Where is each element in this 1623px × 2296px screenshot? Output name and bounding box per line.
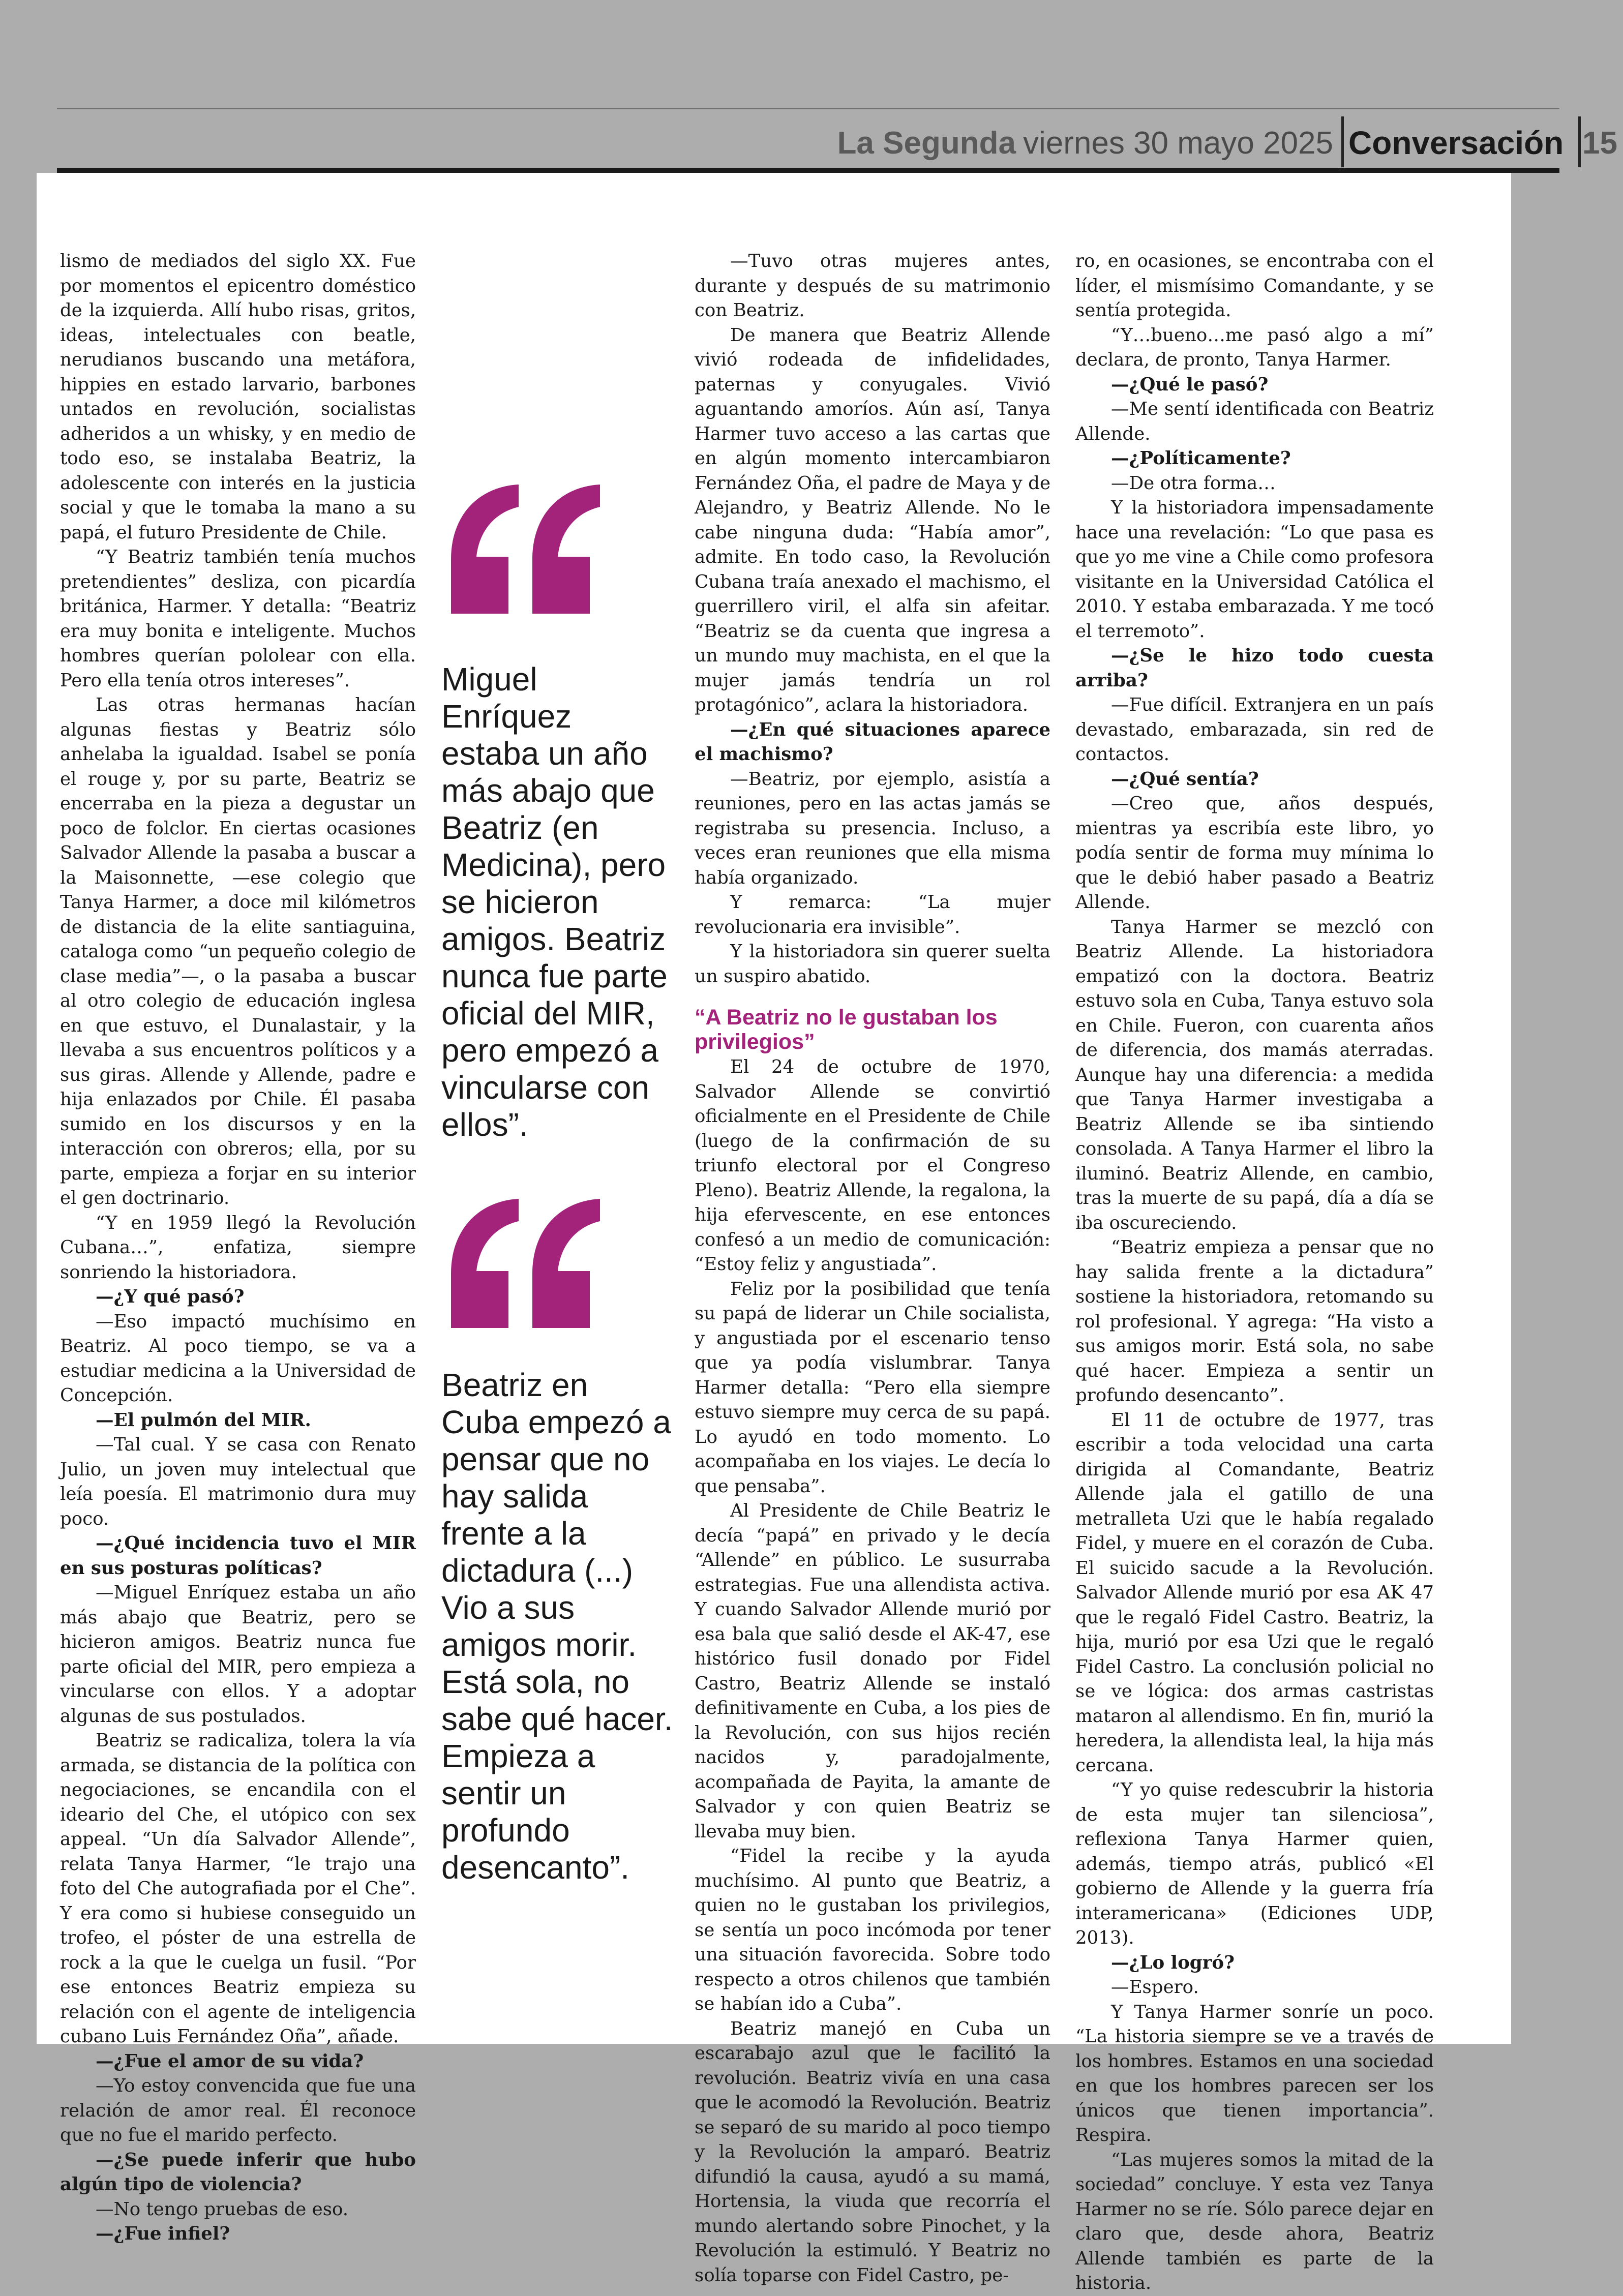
interview-question: —¿Qué le pasó? xyxy=(1111,374,1269,395)
pullquote-line: se hicieron xyxy=(441,884,599,920)
paragraph: —Espero. xyxy=(1111,1977,1199,1998)
interview-question: —¿Y qué pasó? xyxy=(96,1286,245,1307)
header-bottom-rule xyxy=(57,168,1559,173)
pullquote-line: más abajo que xyxy=(441,772,655,809)
pullquote-line: profundo xyxy=(441,1812,570,1849)
paragraph: “Fidel la recibe y la ayuda muchísimo. Al punto que Beatriz, a quien no le gustaban los privilegios, se sentía un poco incómoda por tener una situación favorecida. Sobre todo respecto a otros chilenos que también se habían ido a Cuba”. xyxy=(695,1846,1050,2014)
paragraph: —No tengo pruebas de eso. xyxy=(96,2198,349,2220)
pullquote-2 xyxy=(441,1367,673,1886)
interview-question: —¿Fue infiel? xyxy=(96,2223,230,2244)
publication-date: viernes 30 mayo 2025 xyxy=(1023,125,1333,161)
pullquote-line: Vio a sus xyxy=(441,1589,575,1626)
interview-question: —¿Fue el amor de su vida? xyxy=(96,2050,364,2072)
paragraph: ro, en ocasiones, se encontraba con el líder, el mismísimo Comandante, y se sentía protegida. xyxy=(1075,251,1434,321)
section-name: Conversación xyxy=(1348,125,1564,161)
paragraph: —Eso impactó muchísimo en Beatriz. Al poco tiempo, se va a estudiar medicina a la Universidad de Concepción. xyxy=(60,1311,416,1406)
page-number: 15 xyxy=(1582,125,1617,161)
header-divider xyxy=(1341,116,1344,167)
paragraph: —Yo estoy convencida que fue una relación de amor real. Él reconoce que no fue el marido perfecto. xyxy=(60,2075,416,2146)
paragraph: Feliz por la posibilidad que tenía su papá de liderar un Chile socialista, y angustiada por el escenario tenso que ya podía vislumbrar. Tanya Harmer detalla: “Pero ella siempre estuvo siempre muy cerca de su papá. Lo ayudó en todo momento. Lo acompañaba en los viajes. Le decía lo que pensaba”. xyxy=(695,1278,1050,1497)
paragraph: Y la historiadora sin querer suelta un suspiro abatido. xyxy=(695,941,1050,987)
pullquote-line: pensar que no xyxy=(441,1441,650,1477)
paragraph: —Tal cual. Y se casa con Renato Julio, un joven muy intelectual que leía poesía. El matrimonio dura muy poco. xyxy=(60,1434,416,1529)
pullquote-1 xyxy=(441,661,668,1143)
paragraph: Y la historiadora impensadamente hace una revelación: “Lo que pasa es que yo me vine a Chile como profesora visitante en la Universidad Católica el 2010. Y estaba embarazada. Y me tocó el terremoto”. xyxy=(1075,497,1434,642)
quotation-mark-icon xyxy=(440,475,608,623)
header-publication xyxy=(769,118,1333,167)
paragraph: lismo de mediados del siglo XX. Fue por momentos el epicentro doméstico de la izquierda. Allí hubo risas, gritos, ideas, intelectuales con beatle, nerudianos buscando una metáfora, hippies en estado larvario, barbones untados en revolución, socialistas adheridos a un whisky, y en medio de todo eso, se instalaba Beatriz, la adolescente con interés en la justicia social y que le tomaba la mano a su papá, el futuro Presidente de Chile. xyxy=(60,251,416,543)
pullquote-line: Beatriz en xyxy=(441,1367,588,1403)
paragraph: —Miguel Enríquez estaba un año más abajo que Beatriz, pero se hicieron amigos. Beatriz nunca fue parte oficial del MIR, pero empieza a vincularse con ellos. Y a adoptar algunas de sus postulados. xyxy=(60,1582,416,1727)
pullquote-line: dictadura (...) xyxy=(441,1552,634,1589)
paragraph: Al Presidente de Chile Beatriz le decía “papá” en privado y le decía “Allende” en público. Le susurraba estrategias. Fue una allendista activa. Y cuando Salvador Allende murió por esa bala que salió desde el AK-47, ese histórico fusil donado por Fidel Castro, Beatriz Allende se instaló definitivamente en Cuba, a los pies de la Revolución, con sus hijos recién nacidos y, paradojalmente, acompañada de Payita, la amante de Salvador y con quien Beatriz se llevaba muy bien. xyxy=(695,1500,1050,1842)
paragraph: “Beatriz empieza a pensar que no hay salida frente a la dictadura” sostiene la historiadora, retomando su rol profesional. Y agrega: “Ha visto a sus amigos morir. Está sola, no sabe qué hacer. Empieza a sentir un profundo desencanto”. xyxy=(1075,1237,1434,1406)
interview-question: —¿Qué sentía? xyxy=(1111,768,1259,790)
pullquote-line: hay salida xyxy=(441,1478,588,1515)
pullquote-line: ellos”. xyxy=(441,1106,528,1143)
article-column-1 xyxy=(60,249,416,2247)
paragraph: El 11 de octubre de 1977, tras escribir a toda velocidad una carta dirigida al Comandante, Beatriz Allende jala el gatillo de una metralleta Uzi que le había regalado Fidel, y muere en el corazón de Cuba. El suicido sacude a la Revolución. Salvador Allende murió por esa AK 47 que le regaló Fidel Castro. Beatriz, la hija, murió por esa Uzi que le regaló Fidel Castro. La conclusión policial no se ve lógica: dos armas castristas mataron al allendismo. En fin, murió la heredera, la allendista leal, la hija más cercana. xyxy=(1075,1409,1434,1776)
pullquote-line: pero empezó a xyxy=(441,1032,658,1069)
paragraph: Las otras hermanas hacían algunas fiestas y Beatriz sólo anhelaba la igualdad. Isabel se ponía el rouge y, por su parte, Beatriz se encerraba en la pieza a degustar un poco de folclor. En ciertas ocasiones Salvador Allende la pasaba a buscar a la Maisonnette, —ese colegio que Tanya Harmer, a doce mil kilómetros de distancia de la elite santiaguina, cataloga como “un pequeño colegio de clase media”—, o la pasaba a buscar al otro colegio de educación inglesa en que estuvo, el Dunalastair, y la llevaba a sus encuentros políticos y a sus giras. Allende y Allende, padre e hija enlazados por Chile. Él pasaba sumido en los discursos y en la interacción con obreros; ella, por su parte, empieza a forjar en su interior el gen doctrinario. xyxy=(60,694,416,1209)
paragraph: Beatriz manejó en Cuba un escarabajo azul que le facilitó la revolución. Beatriz vivía en una casa que le acomodó la Revolución. Beatriz se separó de su marido al poco tiempo y la Revolución la amparó. Beatriz difundió la causa, ayudó a su mamá, Hortensia, la viuda que recorría el mundo alertando sobre Pinochet, y la Revolución la estimuló. Y Beatriz no solía toparse con Fidel Castro, pe- xyxy=(695,2018,1050,2286)
paragraph: El 24 de octubre de 1970, Salvador Allende se convirtió oficialmente en el Presidente de Chile (luego de la confirmación de su triunfo electoral por el Congreso Pleno). Beatriz Allende, la regalona, la hija efervescente, en ese entonces confesó a un medio de comunicación: “Estoy feliz y angustiada”. xyxy=(695,1056,1050,1275)
pullquote-line: Empieza a xyxy=(441,1738,595,1774)
paragraph: —Creo que, años después, mientras ya escribía este libro, yo podía sentir de forma muy mínima lo que le debió haber pasado a Beatriz Allende. xyxy=(1075,793,1434,913)
page-header xyxy=(57,109,1617,169)
pullquote-line: Beatriz (en xyxy=(441,809,599,846)
interview-question: —El pulmón del MIR. xyxy=(96,1409,311,1431)
paragraph: Y Tanya Harmer sonríe un poco. “La historia siempre se ve a través de los hombres. Estamos en una sociedad en que los hombres parecen ser los únicos que tienen importancia”. Respira. xyxy=(1075,2001,1434,2146)
paragraph: Y remarca: “La mujer revolucionaria era invisible”. xyxy=(695,892,1050,938)
paragraph: Beatriz se radicaliza, tolera la vía armada, se distancia de la política con negociaciones, se encandila con el ideario del Che, el utópico con sex appeal. “Un día Salvador Allende”, relata Tanya Harmer, “le trajo una foto del Che autografiada por el Che”. Y era como si hubiese conseguido un trofeo, el póster de una estrella de rock a la que le cuelga un fusil. “Por ese entonces Beatriz empieza su relación con el agente de inteligencia cubano Luis Fernández Oña”, añade. xyxy=(60,1730,416,2047)
paragraph: —Me sentí identificada con Beatriz Allende. xyxy=(1075,399,1434,444)
pullquote-line: desencanto”. xyxy=(441,1849,630,1886)
article-column-4 xyxy=(1075,249,1434,2296)
pullquote-line: estaba un año xyxy=(441,735,648,772)
pullquote-line: nunca fue parte xyxy=(441,958,668,994)
pullquote-line: vincularse con xyxy=(441,1069,650,1106)
paragraph: “Y yo quise redescubrir la historia de esta mujer tan silenciosa”, reflexiona Tanya Harmer quien, además, tiempo atrás, publicó «El gobierno de Allende y la guerra fría interamericana» (Ediciones UDP, 2013). xyxy=(1075,1779,1434,1948)
pullquote-line: frente a la xyxy=(441,1515,586,1552)
interview-question: —¿Qué incidencia tuvo el MIR en sus posturas políticas? xyxy=(60,1533,416,1579)
pullquote-line: amigos morir. xyxy=(441,1626,637,1663)
pullquote-line: Enríquez xyxy=(441,698,572,735)
paragraph: —Beatriz, por ejemplo, asistía a reuniones, pero en las actas jamás se registraba su presencia. Incluso, a veces eran reuniones que ella misma había organizado. xyxy=(695,768,1050,888)
publication-name: La Segunda xyxy=(837,125,1016,161)
paragraph: De manera que Beatriz Allende vivió rodeada de infidelidades, paternas y conyugales. Vivió aguantando amoríos. Aún así, Tanya Harmer tuvo acceso a las cartas que en algún momento intercambiaron Fernández Oña, el padre de Maya y de Alejandro, y Beatriz Allende. No le cabe ninguna duda: “Había amor”, admite. En todo caso, la Revolución Cubana traía anexado el machismo, el guerrillero viril, el alfa sin afeitar. “Beatriz se da cuenta que ingresa a un mundo muy machista, en el que la mujer jamás tendría un rol protagónico”, aclara la historiadora. xyxy=(695,324,1050,715)
paragraph: —Tuvo otras mujeres antes, durante y después de su matrimonio con Beatriz. xyxy=(695,251,1050,321)
interview-question: —¿Se puede inferir que hubo algún tipo de violencia? xyxy=(60,2149,416,2195)
pullquote-line: Medicina), pero xyxy=(441,847,666,883)
pullquote-line: sentir un xyxy=(441,1775,566,1811)
article-column-3 xyxy=(695,249,1050,2288)
pullquote-line: oficial del MIR, xyxy=(441,995,655,1032)
paragraph: “Y en 1959 llegó la Revolución Cubana…”, enfatiza, siempre sonriendo la historiadora. xyxy=(60,1212,416,1283)
pullquote-line: amigos. Beatriz xyxy=(441,921,666,957)
paragraph: —De otra forma… xyxy=(1111,472,1276,494)
paragraph: Tanya Harmer se mezcló con Beatriz Allende. La historiadora empatizó con la doctora. Beatriz estuvo sola en Cuba, Tanya estuvo sola en Chile. Fueron, con cuarenta años de diferencia, dos mamás aterradas. Aunque hay una diferencia: a medida que Tanya Harmer investigaba a Beatriz Allende se iba sintiendo consolada. A Tanya Harmer el libro la iluminó. Beatriz Allende, en cambio, tras la muerte de su papá, día a día se iba oscureciendo. xyxy=(1075,916,1434,1233)
pullquote-line: Está sola, no xyxy=(441,1664,629,1700)
pullquote-line: Cuba empezó a xyxy=(441,1404,671,1440)
interview-question: —¿Políticamente? xyxy=(1111,448,1291,469)
paragraph: —Fue difícil. Extranjera en un país devastado, embarazada, sin red de contactos. xyxy=(1075,694,1434,765)
interview-question: —¿Se le hizo todo cuesta arriba? xyxy=(1075,645,1434,691)
subheading: “A Beatriz no le gustaban los privilegios” xyxy=(695,1005,998,1054)
header-divider xyxy=(1578,116,1581,167)
paragraph: “Y Beatriz también tenía muchos pretendientes” desliza, con picardía británica, Harmer. Y detalla: “Beatriz era muy bonita e inteligente. Muchos hombres querían pololear con ella. Pero ella tenía otros intereses”. xyxy=(60,547,416,691)
interview-question: —¿Lo logró? xyxy=(1111,1952,1235,1973)
quotation-mark-icon xyxy=(440,1190,608,1337)
pullquote-line: sabe qué hacer. xyxy=(441,1701,673,1737)
paragraph: “Las mujeres somos la mitad de la sociedad” concluye. Y esta vez Tanya Harmer no se ríe. Sólo parece dejar en claro que, desde ahora, Beatriz Allende también es parte de la historia. xyxy=(1075,2149,1434,2293)
interview-question: —¿En qué situaciones aparece el machismo? xyxy=(695,719,1050,765)
paragraph: “Y…bueno…me pasó algo a mí” declara, de pronto, Tanya Harmer. xyxy=(1075,324,1434,370)
pullquote-line: Miguel xyxy=(441,661,537,698)
